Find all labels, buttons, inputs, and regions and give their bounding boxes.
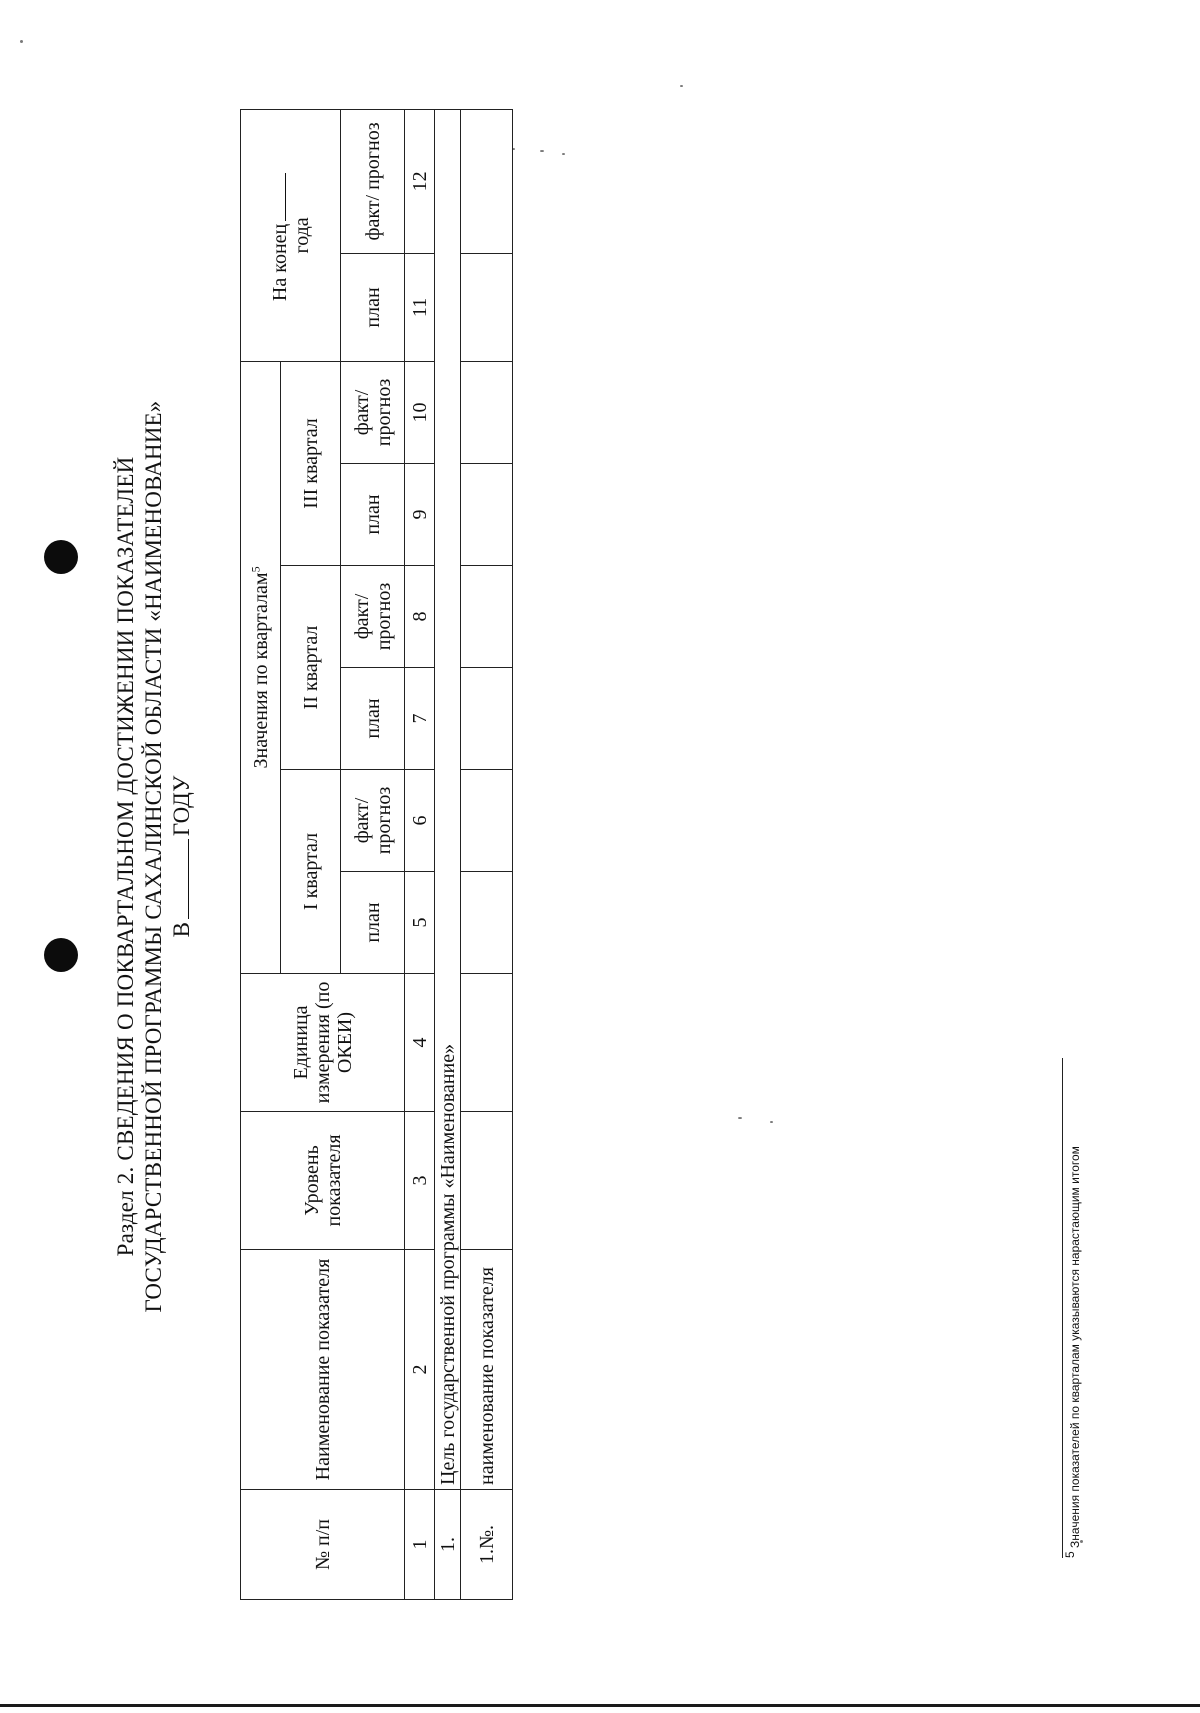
goal-row: [435, 109, 461, 1599]
indicator-value: [461, 109, 513, 253]
title-line-1: Раздел 2. СВЕДЕНИЯ О ПОКВАРТАЛЬНОМ ДОСТИЖЕНИИ ПОКАЗАТЕЛЕЙ: [113, 456, 138, 1257]
indicator-value: [461, 253, 513, 361]
indicator-value: [461, 464, 513, 566]
year-line: [168, 0, 196, 1713]
year-blank: [188, 839, 189, 919]
header-year-fact: факт/ прогноз: [341, 109, 405, 253]
indicator-value: [461, 566, 513, 668]
column-number: 2: [405, 1250, 435, 1490]
indicator-value: [461, 770, 513, 872]
indicator-value: [461, 361, 513, 463]
column-number: 3: [405, 1112, 435, 1250]
header-q3-fact: факт/ прогноз: [341, 361, 405, 463]
indicator-value: [461, 872, 513, 974]
header-level: Уровень показателя: [241, 1112, 405, 1250]
year-suffix: ГОДУ: [169, 775, 194, 837]
column-number: 6: [405, 770, 435, 872]
indicator-name: наименование показателя: [461, 1250, 513, 1490]
header-q1: I квартал: [281, 770, 341, 974]
footnote-text: Значения показателей по кварталам указываются нарастающим итогом: [1068, 1146, 1082, 1548]
header-num: № п/п: [241, 1490, 405, 1600]
footnote-ref: 5: [247, 566, 262, 573]
column-number: 7: [405, 668, 435, 770]
header-year-blank: [285, 173, 286, 221]
header-quarters-label: Значения по кварталам: [249, 572, 272, 769]
indicator-number: 1.№.: [461, 1490, 513, 1600]
header-q3: III квартал: [281, 361, 341, 565]
header-year-end: [241, 109, 341, 361]
indicator-level: [461, 1112, 513, 1250]
header-year-plan: план: [341, 253, 405, 361]
indicator-value: [461, 668, 513, 770]
year-prefix: В: [169, 922, 194, 938]
goal-row-number: 1.: [435, 1490, 461, 1600]
header-q3-plan: план: [341, 464, 405, 566]
column-number: 9: [405, 464, 435, 566]
column-number: 4: [405, 974, 435, 1112]
header-q2-plan: план: [341, 668, 405, 770]
header-year-end-suffix: года: [290, 217, 313, 254]
header-unit: Единица измерения (по ОКЕИ): [241, 974, 405, 1112]
header-q2: II квартал: [281, 566, 341, 770]
indicators-table: [240, 109, 513, 1600]
column-number: 11: [405, 253, 435, 361]
column-number: 1: [405, 1490, 435, 1600]
indicator-row: [461, 109, 513, 1599]
column-number: 8: [405, 566, 435, 668]
column-number: 12: [405, 109, 435, 253]
header-year-end-prefix: На конец: [268, 223, 291, 302]
header-row-1: [241, 109, 281, 1599]
footnote: [1063, 1146, 1082, 1558]
header-q1-fact: факт/ прогноз: [341, 770, 405, 872]
goal-row-text: Цель государственной программы «Наименование»: [435, 109, 461, 1489]
header-name: Наименование показателя: [241, 1250, 405, 1490]
column-number: 10: [405, 361, 435, 463]
footnote-mark: 5: [1063, 1551, 1077, 1558]
column-number-row: [405, 109, 435, 1599]
header-q1-plan: план: [341, 872, 405, 974]
header-q2-fact: факт/ прогноз: [341, 566, 405, 668]
title-line-2: ГОСУДАРСТВЕННОЙ ПРОГРАММЫ САХАЛИНСКОЙ ОБЛАСТИ «НАИМЕНОВАНИЕ»: [141, 400, 166, 1313]
column-number: 5: [405, 872, 435, 974]
page-title: [112, 0, 196, 1713]
header-quarters-group: [241, 361, 281, 973]
footnote-divider: [1062, 1058, 1063, 1558]
indicator-unit: [461, 974, 513, 1112]
